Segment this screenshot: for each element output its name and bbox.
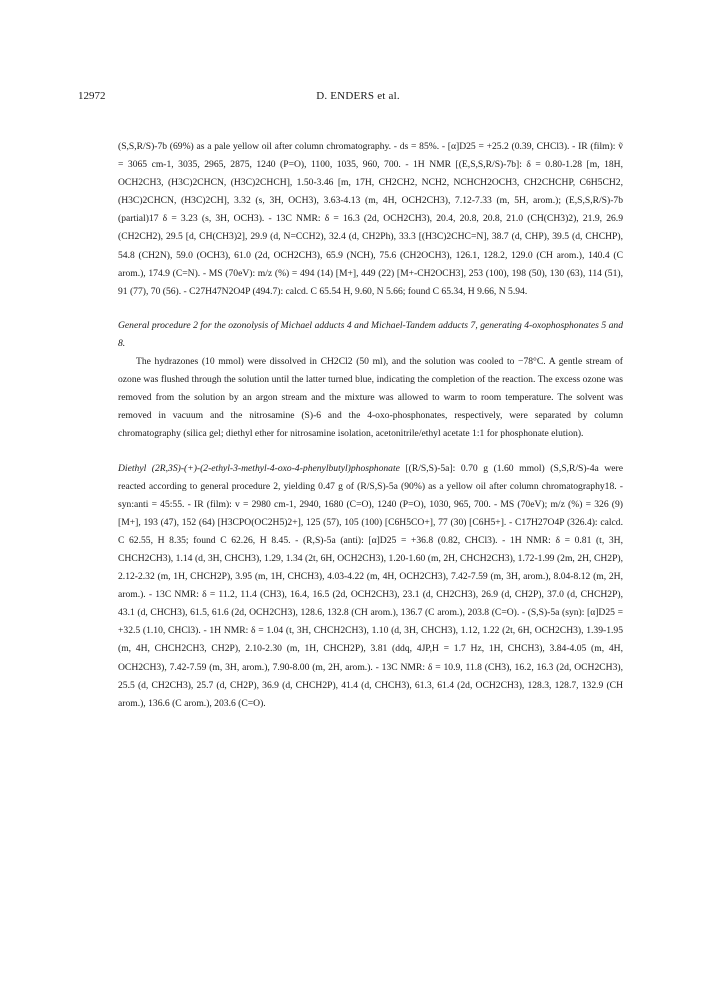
compound-5a-entry [118, 460, 623, 713]
compound-5a-name: Diethyl (2R,3S)-(+)-(2-ethyl-3-methyl-4-oxo-4-phenylbutyl)phosphonate [118, 462, 400, 474]
page-header [78, 90, 638, 106]
procedure-text: The hydrazones (10 mmol) were dissolved in CH2Cl2 (50 ml), and the solution was cooled to −78°C. A gentle stream of ozone was flushed through the solution until the latter turned blue, indicating the completion of the reaction. The excess ozone was removed from the solution by an argon stream and the mixture was allowed to warm to room temperature. The solvent was removed in vacuum and the nitrosamine (S)-6 and the 4-oxo-phosphonates, respectively, were separated by column chromatography (silica gel; diethyl ether for nitrosamine isolation, acetonitrile/ethyl acetate 1:1 for phosphonate elution). [118, 356, 623, 440]
page-number: 12972 [78, 90, 106, 102]
compound-5a-characterization: [(R/S,S)-5a]: 0.70 g (1.60 mmol) (S,S,R/S)-4a were reacted according to general procedure 2, yielding 0.47 g of (R/S,S)-5a (90%) as a yellow oil after column chromatography18. - syn:anti = 45:55. - IR (film): v = 2980 cm-1, 2940, 1680 (C=O), 1240 (P=O), 1030, 965, 700. - MS (70eV); m/z (%) = 326 (9) [M+], 193 (47), 152 (64) [H3CPO(OC2H5)2+], 125 (57), 105 (100) [C6H5CO+], 77 (30) [C6H5+]. - C17H27O4P (326.4): calcd. C 62.55, H 8.35; found C 62.26, H 8.45. - (R,S)-5a (anti): [α]D25 = +36.8 (0.82, CHCl3). - 1H NMR: δ = 0.81 (t, 3H, CHCH2CH3), 1.14 (d, 3H, CHCH3), 1.29, 1.34 (2t, 6H, OCH2CH3), 1.20-1.60 (m, 2H, CHCH2CH3), 1.72-1.99 (2m, 2H, CH2P), 2.12-2.32 (m, 1H, CHCH2P), 3.95 (m, 1H, CHCH3), 4.03-4.22 (m, 4H, OCH2CH3), 7.42-7.59 (m, 3H, arom.), 8.04-8.12 (m, 2H, arom.). - 13C NMR: δ = 11.2, 11.4 (CH3), 16.4, 16.5 (2d, OCH2CH3), 23.1 (d, CH2CH3), 26.9 (d, CH2P), 37.0 (d, CHCH2P), 43.1 (d, CHCH3), 61.5, 61.6 (2d, OCH2CH3), 128.6, 132.8 (CH arom.), 136.7 (C arom.), 203.8 (C=O). - (S,S)-5a (syn): [α]D25 = +32.5 (1.10, CHCl3). - 1H NMR: δ = 1.04 (t, 3H, CHCH2CH3), 1.10 (d, 3H, CHCH3), 1.12, 1.22 (2t, 6H, OCH2CH3), 1.39-1.95 (m, 4H, CHCH2CH3, CH2P), 2.10-2.30 (m, 1H, CHCH2P), 3.81 (ddq, 4JP,H = 1.7 Hz, 1H, CHCH3), 3.84-4.05 (m, 4H, OCH2CH3), 7.42-7.59 (m, 3H, arom.), 7.90-8.00 (m, 2H, arom.). - 13C NMR: δ = 10.9, 11.8 (CH3), 16.2, 16.3 (2d, OCH2CH3), 25.5 (d, CH2CH3), 25.7 (d, CH2P), 36.9 (d, CHCH2P), 41.4 (d, CHCH3), 61.3, 61.4 (2d, OCH2CH3), 128.3, 128.7, 132.9 (CH arom.), 136.6 (C arom.), 203.6 (C=O). [118, 462, 623, 709]
compound-7b-characterization: (S,S,R/S)-7b (69%) as a pale yellow oil after column chromatography. - ds = 85%. - [α]D25 = +25.2 (0.39, CHCl3). - IR (film): ṽ = 3065 cm-1, 3035, 2965, 2875, 1240 (P=O), 1100, 1035, 960, 700. - 1H NMR [(E,S,S,R/S)-7b]: δ = 0.80-1.28 [m, 18H, OCH2CH3, (H3C)2CHCN, (H3C)2CHCH], 1.50-3.46 [m, 17H, CH2CH2, NCH2, NCHCH2OCH3, CH2CHCHP, C6H5CH2, (H3C)2CHCN, (H3C)2CH], 3.32 (s, 3H, OCH3), 3.63-4.13 (m, 4H, OCH2CH3), 7.12-7.33 (m, 5H, arom.); (E,S,S,R/S)-7b (partial)17 δ = 3.23 (s, 3H, OCH3). - 13C NMR: δ = 16.3 (2d, OCH2CH3), 20.4, 20.8, 20.8, 21.0 (CH(CH3)2), 21.9, 26.9 (CH2CH2), 29.5 [d, CH(CH3)2], 29.9 (d, N=CCH2), 32.4 (d, CH2Ph), 33.3 [(H3C)2CHC=N], 38.7 (d, CHP), 39.5 (d, CHCHP), 54.8 (CH2N), 59.0 (OCH3), 61.0 (2d, OCH2CH3), 65.9 (NCH), 75.6 (CH2OCH3), 126.1, 128.2, 129.0 (CH arom.), 140.4 (C arom.), 174.9 (C=N). - MS (70eV): m/z (%) = 494 (14) [M+], 449 (22) [M+-CH2OCH3], 253 (100), 198 (50), 130 (63), 114 (51), 91 (77), 70 (56). - C27H47N2O4P (494.7): calcd. C 65.54 H, 9.60, N 5.66; found C 65.34, H 9.66, N 5.94. [118, 141, 623, 297]
article-body [118, 138, 623, 713]
running-title: D. ENDERS et al. [316, 90, 400, 102]
procedure-heading: General procedure 2 for the ozonolysis of Michael adducts 4 and Michael-Tandem adducts 7, generating 4-oxophosphonates 5 and 8. [118, 319, 623, 349]
